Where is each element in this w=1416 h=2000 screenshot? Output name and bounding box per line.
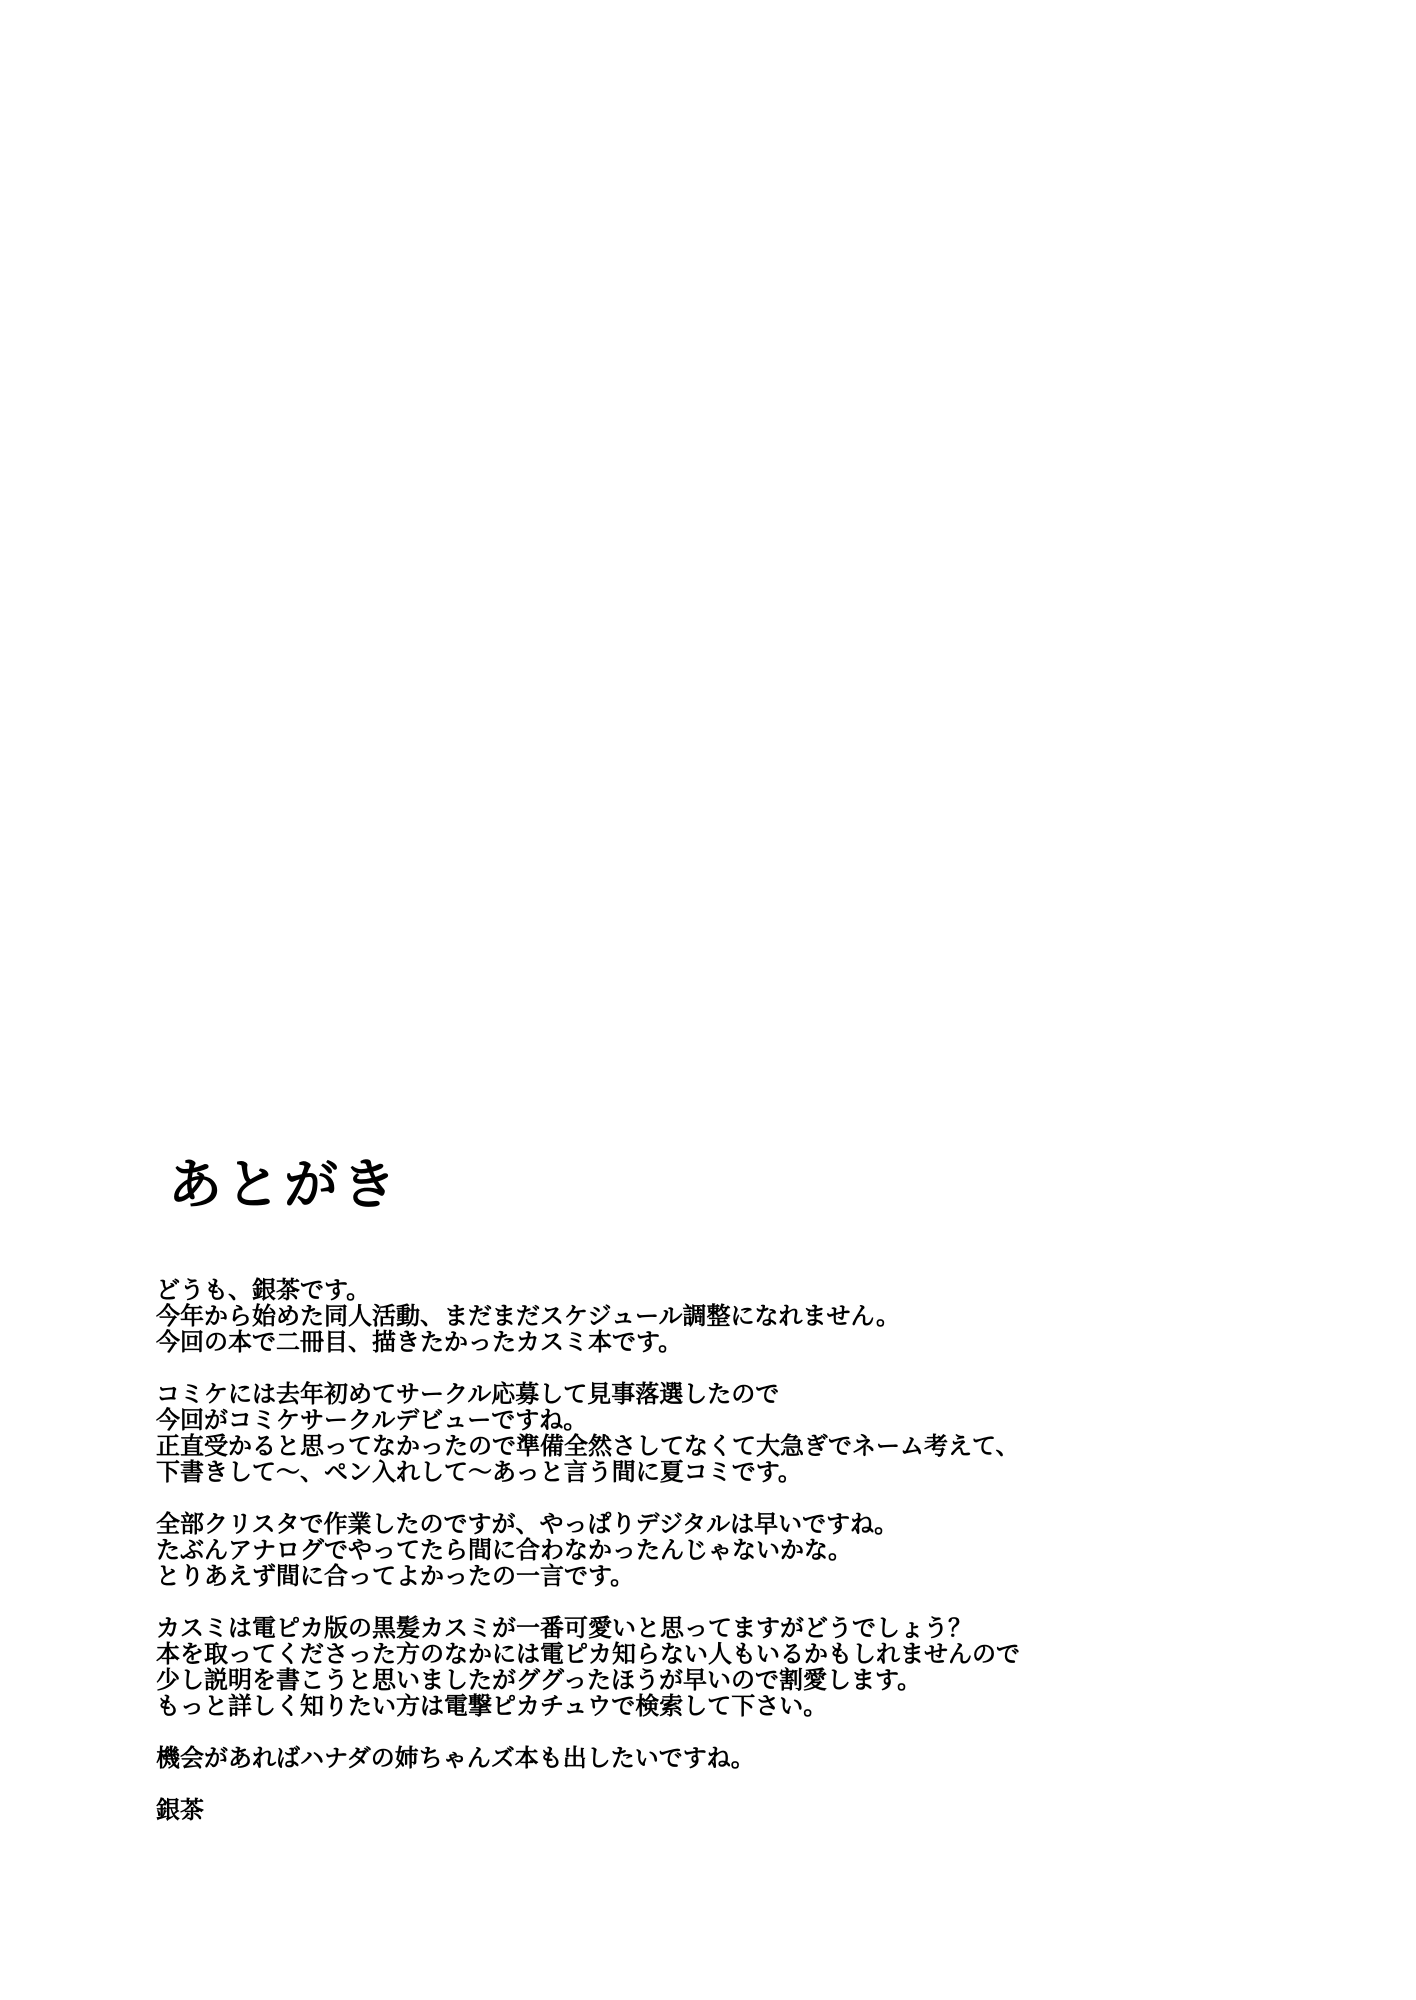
paragraph (156, 1381, 1276, 1485)
text-line: コミケには去年初めてサークル応募して見事落選したので (156, 1380, 780, 1408)
text-line: 正直受かると思ってなかったので準備全然さしてなくて大急ぎでネーム考えて、 (156, 1432, 1020, 1460)
text-line: カスミは電ピカ版の黒髪カスミが一番可愛いと思ってますがどうでしょう？ (156, 1614, 972, 1642)
paragraph (156, 1615, 1276, 1719)
paragraph (156, 1745, 1276, 1771)
paragraph (156, 1511, 1276, 1589)
author-signature: 銀茶 (156, 1796, 204, 1824)
page-title: あとがき (168, 1153, 400, 1216)
text-line: 全部クリスタで作業したのですが、やっぱりデジタルは早いですね。 (156, 1510, 899, 1538)
text-line: 今回がコミケサークルデビューですね。 (156, 1406, 588, 1434)
text-line: たぶんアナログでやってたら間に合わなかったんじゃないかな。 (156, 1536, 852, 1564)
text-line: 今年から始めた同人活動、まだまだスケジュール調整になれません。 (156, 1302, 900, 1330)
text-line: 少し説明を書こうと思いましたがググったほうが早いので割愛します。 (156, 1666, 922, 1694)
text-line: 本を取ってくださった方のなかには電ピカ知らない人もいるかもしれませんので (156, 1640, 1020, 1668)
afterword-body (156, 1277, 1276, 1823)
text-line: 下書きして〜、ペン入れして〜あっと言う間に夏コミです。 (156, 1458, 802, 1486)
text-line: 今回の本で二冊目、描きたかったカスミ本です。 (156, 1328, 683, 1356)
text-line: もっと詳しく知りたい方は電撃ピカチュウで検索して下さい。 (156, 1692, 828, 1720)
text-line: とりあえず間に合ってよかったの一言です。 (156, 1562, 635, 1590)
paragraph (156, 1277, 1276, 1355)
text-line: 機会があればハナダの姉ちゃんズ本も出したいですね。 (156, 1744, 755, 1772)
text-line: どうも、銀茶です。 (156, 1276, 371, 1304)
